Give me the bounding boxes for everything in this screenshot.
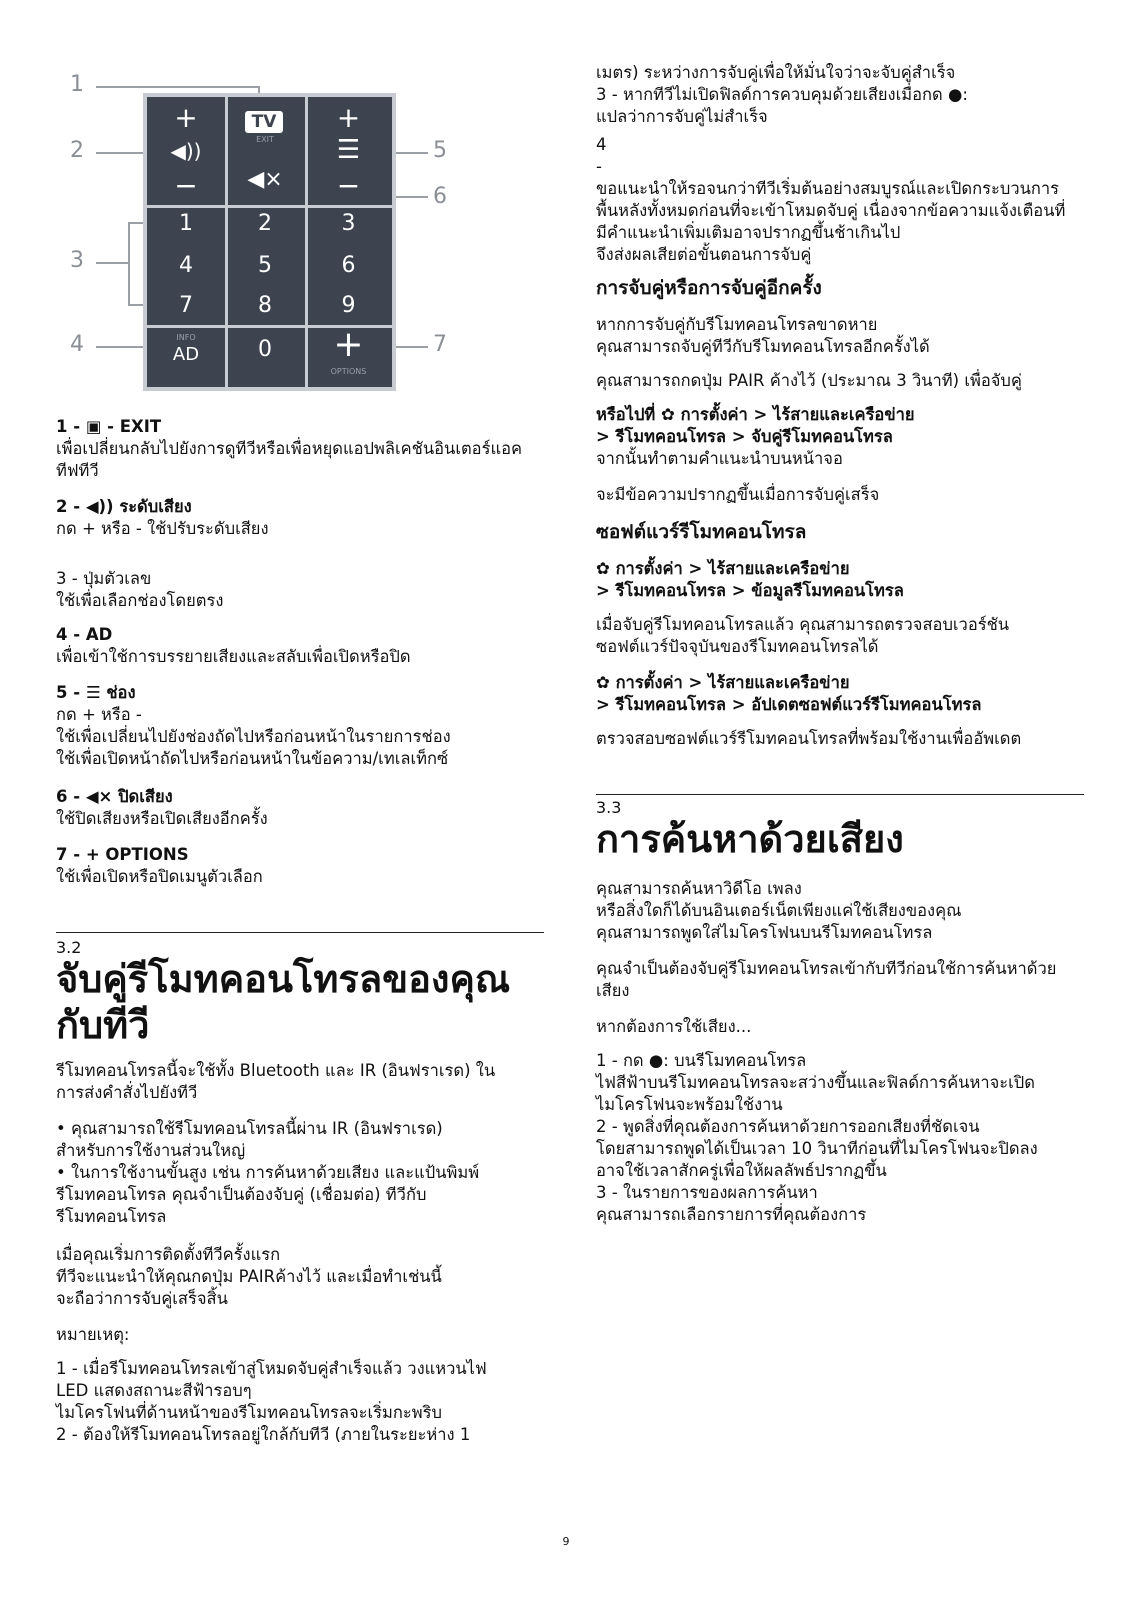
- note-1-line-2: LED แสดงสถานะสีฟ้ารอบๆ: [56, 1381, 252, 1400]
- digit-key-4: 4: [179, 253, 193, 278]
- key-separator: [147, 205, 392, 208]
- item-7-title: 7 - + OPTIONS: [56, 845, 189, 864]
- callout-2: 2: [70, 138, 84, 163]
- voice-step-1-text-2: ไมโครโฟนจะพร้อมใช้งาน: [596, 1095, 783, 1114]
- exit-label: EXIT: [256, 135, 274, 144]
- callout-7: 7: [433, 332, 447, 357]
- section-rule: [56, 932, 544, 933]
- voice-step-3: 3 - ในรายการของผลการค้นหา: [596, 1183, 818, 1202]
- mute-icon: ◀×: [247, 167, 283, 192]
- options-plus-key: +: [333, 324, 364, 365]
- digit-key-5: 5: [258, 253, 272, 278]
- note-4-number: 4: [596, 135, 607, 154]
- ad-key: AD: [172, 344, 200, 365]
- repair-pair-button: คุณสามารถกดปุ่ม PAIR ค้างไว้ (ประมาณ 3 วินาที) เพื่อจับคู่: [596, 371, 1022, 390]
- item-5-title: 5 - ☰ ช่อง: [56, 683, 136, 702]
- digit-key-9: 9: [341, 293, 356, 318]
- digit-key-2: 2: [258, 211, 272, 236]
- voice-step-2: 2 - พูดสิ่งที่คุณต้องการค้นหาด้วยการออกเสียงที่ชัดเจน: [596, 1117, 980, 1136]
- callout-line-3: [96, 262, 128, 264]
- voice-intro-1: คุณสามารถค้นหาวิดีโอ เพลง: [596, 879, 802, 898]
- section-rule: [596, 794, 1084, 795]
- tv-key: TV: [245, 111, 283, 133]
- software-heading: ซอฟต์แวร์รีโมทคอนโทรล: [596, 521, 807, 543]
- callout-4: 4: [70, 332, 84, 357]
- item-1-title: 1 - ▣ - EXIT: [56, 417, 162, 436]
- item-5-text-3: ใช้เพื่อเปิดหน้าถัดไปหรือก่อนหน้าในข้อความ/เทเลเท็กซ์: [56, 749, 449, 768]
- section-number: 3.3: [596, 798, 622, 817]
- note-2-line-1: 2 - ต้องให้รีโมทคอนโทรลอยู่ใกล้กับทีวี (ภายในระยะห่าง 1: [56, 1425, 471, 1444]
- digit-key-6: 6: [341, 253, 356, 278]
- channel-minus-key: −: [336, 169, 361, 202]
- note-4-text: ขอแนะนำให้รอจนกว่าทีวีเริ่มต้นอย่างสมบูรณ์และเปิดกระบวนการพื้นหลังทั้งหมดก่อนที่จะเข้าโหมดจับคู่ เนื่องจากข้อความแจ้งเตือนที่มีคำแนะนำเพิ่มเติมอาจปรากฏขึ้นช้าเกินไป: [596, 179, 1066, 242]
- digit-key-7: 7: [179, 293, 193, 318]
- note-1-line-1: 1 - เมื่อรีโมทคอนโทรลเข้าสู่โหมดจับคู่สำเร็จแล้ว วงแหวนไฟ: [56, 1359, 487, 1378]
- voice-intro-2: หรือสิ่งใดก็ได้บนอินเตอร์เน็ตเพียงแค่ใช้เสียงของคุณ: [596, 901, 962, 920]
- first-install-line-1: เมื่อคุณเริ่มการติดตั้งทีวีครั้งแรก: [56, 1245, 281, 1264]
- callout-5: 5: [433, 138, 447, 163]
- voice-step-1-text-1: ไฟสีฟ้าบนรีโมทคอนโทรลจะสว่างขึ้นและฟิลด์การค้นหาจะเปิด: [596, 1073, 1035, 1092]
- remote-control-illustration: [143, 93, 396, 391]
- item-4-text: เพื่อเข้าใช้การบรรยายเสียงและสลับเพื่อเปิดหรือปิด: [56, 647, 411, 666]
- voice-step-2-text-2: อาจใช้เวลาสักครู่เพื่อให้ผลลัพธ์ปรากฏขึ้น: [596, 1161, 887, 1180]
- repair-text-1: หากการจับคู่กับรีโมทคอนโทรลขาดหาย: [596, 315, 878, 334]
- software-version-text: เมื่อจับคู่รีโมทคอนโทรลแล้ว คุณสามารถตรวจสอบเวอร์ชันซอฟต์แวร์ปัจจุบันของรีโมทคอนโทรลได้: [596, 615, 1010, 656]
- voice-how-to: หากต้องการใช้เสียง...: [596, 1017, 752, 1036]
- section-number: 3.2: [56, 938, 82, 957]
- pairing-bullet-2: • ในการใช้งานขั้นสูง เช่น การค้นหาด้วยเสียง และแป้นพิมพ์รีโมทคอนโทรล คุณจำเป็นต้องจับคู่ (เชื่อมต่อ) ทีวีกับรีโมทคอนโทรล: [56, 1163, 480, 1226]
- first-install-line-3: จะถือว่าการจับคู่เสร็จสิ้น: [56, 1289, 228, 1308]
- note-4-text-end: จึงส่งผลเสียต่อขั้นตอนการจับคู่: [596, 245, 812, 264]
- item-5-text-1: กด + หรือ -: [56, 705, 142, 724]
- digit-key-3: 3: [341, 211, 356, 236]
- software-info-path-2: > รีโมทคอนโทรล > ข้อมูลรีโมทคอนโทรล: [596, 581, 904, 600]
- item-2-text: กด + หรือ - ใช้ปรับระดับเสียง: [56, 519, 269, 538]
- callout-6: 6: [433, 184, 447, 209]
- item-1-text: เพื่อเปลี่ยนกลับไปยังการดูทีวีหรือเพื่อหยุดแอปพลิเคชันอินเตอร์แอคทีฟทีวี: [56, 439, 523, 480]
- note-label: หมายเหตุ:: [56, 1325, 130, 1344]
- volume-icon: ◀)): [170, 139, 202, 163]
- section-title: การค้นหาด้วยเสียง: [596, 817, 904, 861]
- voice-pair-required: คุณจำเป็นต้องจับคู่รีโมทคอนโทรลเข้ากับทีวีก่อนใช้การค้นหาด้วยเสียง: [596, 959, 1057, 1000]
- digit-key-8: 8: [258, 293, 272, 318]
- info-label: INFO: [176, 333, 196, 342]
- item-2-title: 2 - ◀)) ระดับเสียง: [56, 497, 192, 516]
- repair-menu-path-1: หรือไปที่ ✿ การตั้งค่า > ไร้สายและเครือข่าย: [596, 405, 915, 424]
- voice-step-3-text: คุณสามารถเลือกรายการที่คุณต้องการ: [596, 1205, 867, 1224]
- repair-follow-instructions: จากนั้นทำตามคำแนะนำบนหน้าจอ: [596, 449, 843, 468]
- channel-list-icon: ☰: [336, 135, 361, 165]
- note-1-line-3: ไมโครโฟนที่ด้านหน้าของรีโมทคอนโทรลจะเริ่มกะพริบ: [56, 1403, 442, 1422]
- repair-heading: การจับคู่หรือการจับคู่อีกครั้ง: [596, 277, 822, 299]
- repair-menu-path-2: > รีโมทคอนโทรล > จับคู่รีโมทคอนโทรล: [596, 427, 893, 446]
- software-info-path-1: ✿ การตั้งค่า > ไร้สายและเครือข่าย: [596, 559, 850, 578]
- section-title: จับคู่รีโมทคอนโทรลของคุณกับทีวี: [56, 957, 511, 1047]
- callout-3: 3: [70, 248, 84, 273]
- note-3-line-2: แปลว่าการจับคู่ไม่สำเร็จ: [596, 107, 768, 126]
- item-7-text: ใช้เพื่อเปิดหรือปิดเมนูตัวเลือก: [56, 867, 263, 886]
- digit-key-0: 0: [258, 337, 272, 362]
- item-3-text: ใช้เพื่อเลือกช่องโดยตรง: [56, 591, 224, 610]
- repair-text-2: คุณสามารถจับคู่ทีวีกับรีโมทคอนโทรลอีกครั้งได้: [596, 337, 930, 356]
- item-5-text-2: ใช้เพื่อเปลี่ยนไปยังช่องถัดไปหรือก่อนหน้าในรายการช่อง: [56, 727, 451, 746]
- first-install-line-2: ทีวีจะแนะนำให้คุณกดปุ่ม PAIRค้างไว้ และเมื่อทำเช่นนี้: [56, 1267, 442, 1286]
- digit-key-1: 1: [179, 211, 193, 236]
- voice-intro-3: คุณสามารถพูดใส่ไมโครโฟนบนรีโมทคอนโทรล: [596, 923, 933, 942]
- software-update-text: ตรวจสอบซอฟต์แวร์รีโมทคอนโทรลที่พร้อมใช้งานเพื่ออัพเดต: [596, 729, 1022, 748]
- volume-minus-key: −: [174, 169, 198, 202]
- item-6-text: ใช้ปิดเสียงหรือเปิดเสียงอีกครั้ง: [56, 809, 268, 828]
- item-3-title: 3 - ปุ่มตัวเลข: [56, 569, 152, 588]
- voice-step-2-text-1: โดยสามารถพูดได้เป็นเวลา 10 วินาทีก่อนที่ไมโครโฟนจะปิดลง: [596, 1139, 1038, 1158]
- item-4-title: 4 - AD: [56, 625, 113, 644]
- note-2-line-2: เมตร) ระหว่างการจับคู่เพื่อให้มั่นใจว่าจะจับคู่สำเร็จ: [596, 63, 956, 82]
- note-4-dash: -: [596, 157, 602, 176]
- page-number: 9: [562, 1535, 570, 1548]
- repair-done-message: จะมีข้อความปรากฏขึ้นเมื่อการจับคู่เสร็จ: [596, 485, 880, 504]
- volume-plus-key: +: [174, 101, 198, 134]
- callout-line-1: [96, 86, 259, 88]
- callout-line-3-bracket: [128, 222, 130, 304]
- software-update-path-1: ✿ การตั้งค่า > ไร้สายและเครือข่าย: [596, 673, 850, 692]
- pairing-intro: รีโมทคอนโทรลนี้จะใช้ทั้ง Bluetooth และ IR (อินฟราเรด) ในการส่งคำสั่งไปยังทีวี: [56, 1061, 496, 1102]
- options-label: OPTIONS: [330, 367, 367, 376]
- voice-step-1: 1 - กด ●: บนรีโมทคอนโทรล: [596, 1051, 807, 1070]
- note-3-line-1: 3 - หากทีวีไม่เปิดฟิลด์การควบคุมด้วยเสียงเมื่อกด ●:: [596, 85, 968, 104]
- software-update-path-2: > รีโมทคอนโทรล > อัปเดตซอฟต์แวร์รีโมทคอนโทรล: [596, 695, 982, 714]
- item-6-title: 6 - ◀× ปิดเสียง: [56, 787, 173, 806]
- channel-plus-key: +: [336, 101, 361, 134]
- callout-1: 1: [70, 72, 84, 97]
- pairing-bullet-1: • คุณสามารถใช้รีโมทคอนโทรลนี้ผ่าน IR (อินฟราเรด) สำหรับการใช้งานส่วนใหญ่: [56, 1119, 443, 1160]
